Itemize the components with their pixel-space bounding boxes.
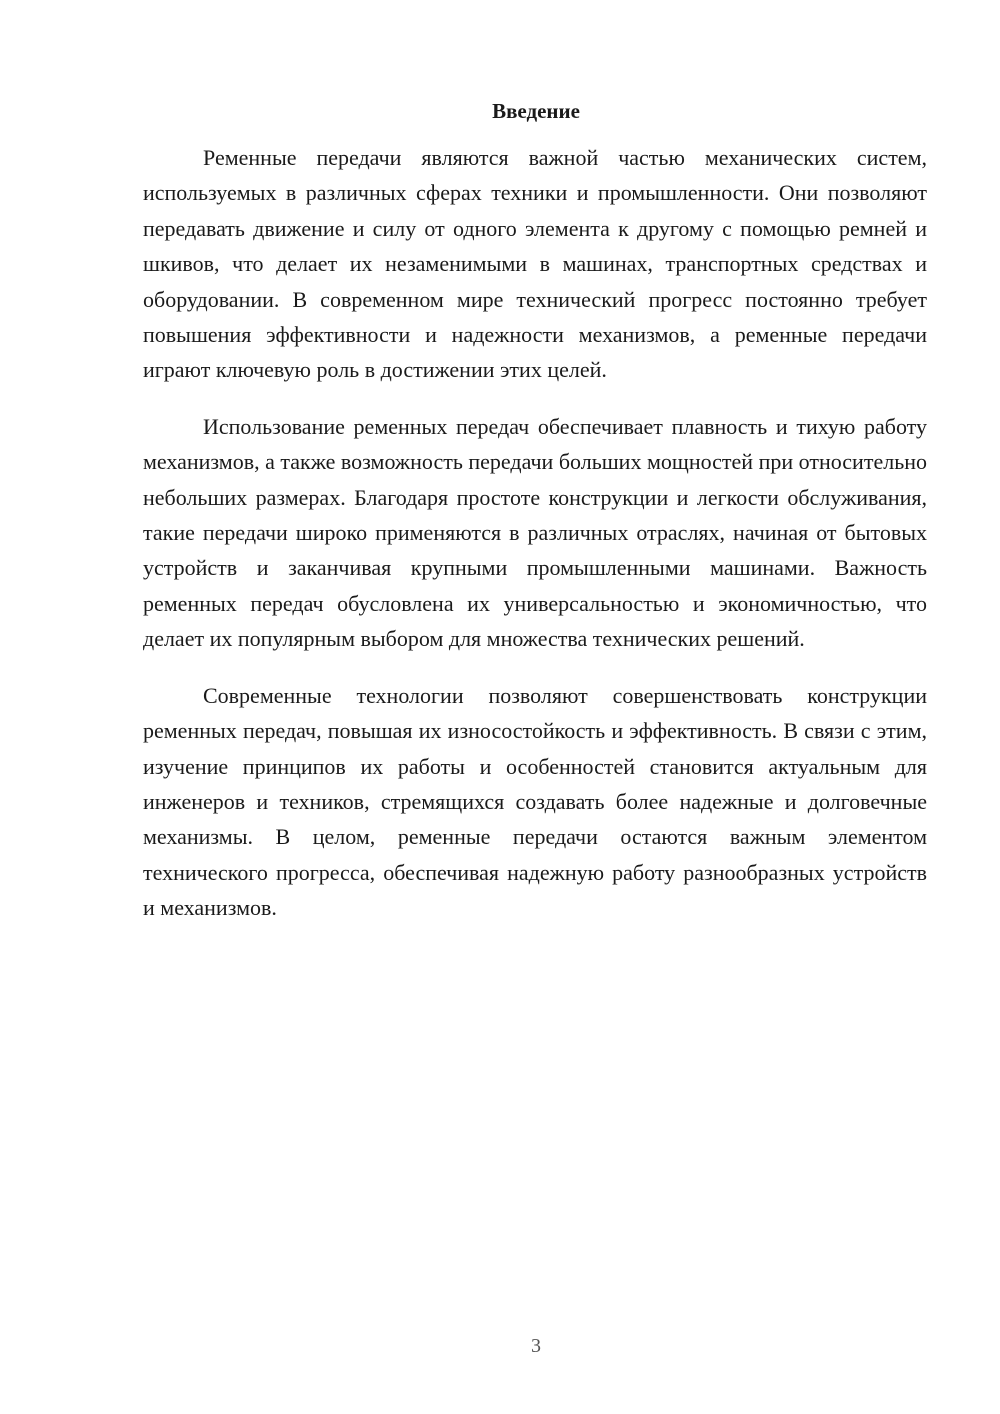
section-title: Введение xyxy=(492,99,580,123)
paragraph-2: Использование ременных передач обеспечивает плавность и тихую работу механизмов, а также возможность передачи больших мощностей при относительно небольших размерах. Благодаря простоте конструкции и легкости обслуживания, такие передачи широко применяются в различных отраслях, начиная от бытовых устройств и заканчивая крупными промышленными машинами. Важность ременных передач обусловлена их универсальностью и экономичностью, что делает их популярным выбором для множества технических решений. xyxy=(143,413,927,652)
paragraph-1: Ременные передачи являются важной частью механических систем, используемых в различных сферах техники и промышленности. Они позволяют передавать движение и силу от одного элемента к другому с помощью ремней и шкивов, что делает их незаменимыми в машинах, транспортных средствах и оборудовании. В современном мире технический прогресс постоянно требует повышения эффективности и надежности механизмов, а ременные передачи играют ключевую роль в достижении этих целей. xyxy=(143,145,927,383)
paragraph-3: Современные технологии позволяют совершенствовать конструкции ременных передач, повышая их износостойкость и эффективность. В связи с этим, изучение принципов их работы и особенностей становится актуальным для инженеров и техников, стремящихся создавать более надежные и долговечные механизмы. В целом, ременные передачи остаются важным элементом технического прогресса, обеспечивая надежную работу разнообразных устройств и механизмов. xyxy=(143,682,927,921)
body-text xyxy=(143,140,927,947)
page-number: 3 xyxy=(531,1335,541,1357)
